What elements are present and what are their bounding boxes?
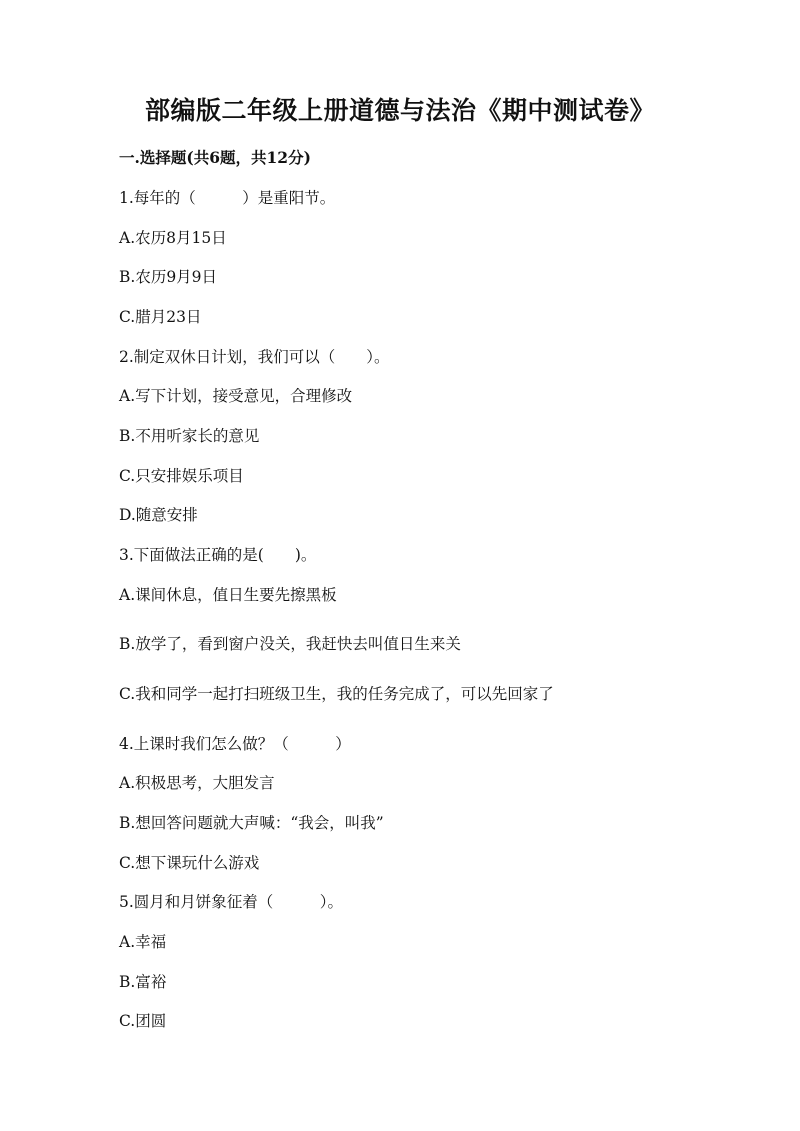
question-5-option-b: B.富裕	[119, 973, 167, 991]
question-3-option-a: A.课间休息，值日生要先擦黑板	[119, 586, 337, 604]
question-4-option-a: A.积极思考，大胆发言	[119, 774, 275, 792]
question-4-option-c: C.想下课玩什么游戏	[119, 854, 260, 872]
question-1-option-c: C.腊月23日	[119, 308, 202, 326]
page-title: 部编版二年级上册道德与法治《期中测试卷》	[144, 96, 655, 125]
question-5-stem: 5.圆月和月饼象征着（ ）。	[119, 893, 344, 911]
question-2-stem: 2.制定双休日计划，我们可以（ ）。	[119, 348, 390, 366]
section-heading: 一.选择题(共6题，共12分)	[119, 148, 311, 167]
question-1-option-a: A.农历8月15日	[119, 229, 227, 247]
question-5-option-a: A.幸福	[119, 933, 167, 951]
question-2-option-b: B.不用听家长的意见	[119, 427, 260, 445]
question-4-stem: 4.上课时我们怎么做？（ ）	[119, 735, 351, 753]
question-3-option-c: C.我和同学一起打扫班级卫生，我的任务完成了，可以先回家了	[119, 685, 554, 703]
question-2-option-d: D.随意安排	[119, 506, 198, 524]
question-1-option-b: B.农历9月9日	[119, 268, 218, 286]
question-5-option-c: C.团圆	[119, 1012, 167, 1030]
question-1-stem: 1.每年的（ ）是重阳节。	[119, 189, 336, 207]
question-3-stem: 3.下面做法正确的是( )。	[119, 546, 317, 564]
question-4-option-b: B.想回答问题就大声喊：“我会，叫我”	[119, 814, 384, 832]
question-2-option-c: C.只安排娱乐项目	[119, 467, 244, 485]
question-2-option-a: A.写下计划，接受意见，合理修改	[119, 387, 353, 405]
question-3-option-b: B.放学了，看到窗户没关，我赶快去叫值日生来关	[119, 635, 461, 653]
